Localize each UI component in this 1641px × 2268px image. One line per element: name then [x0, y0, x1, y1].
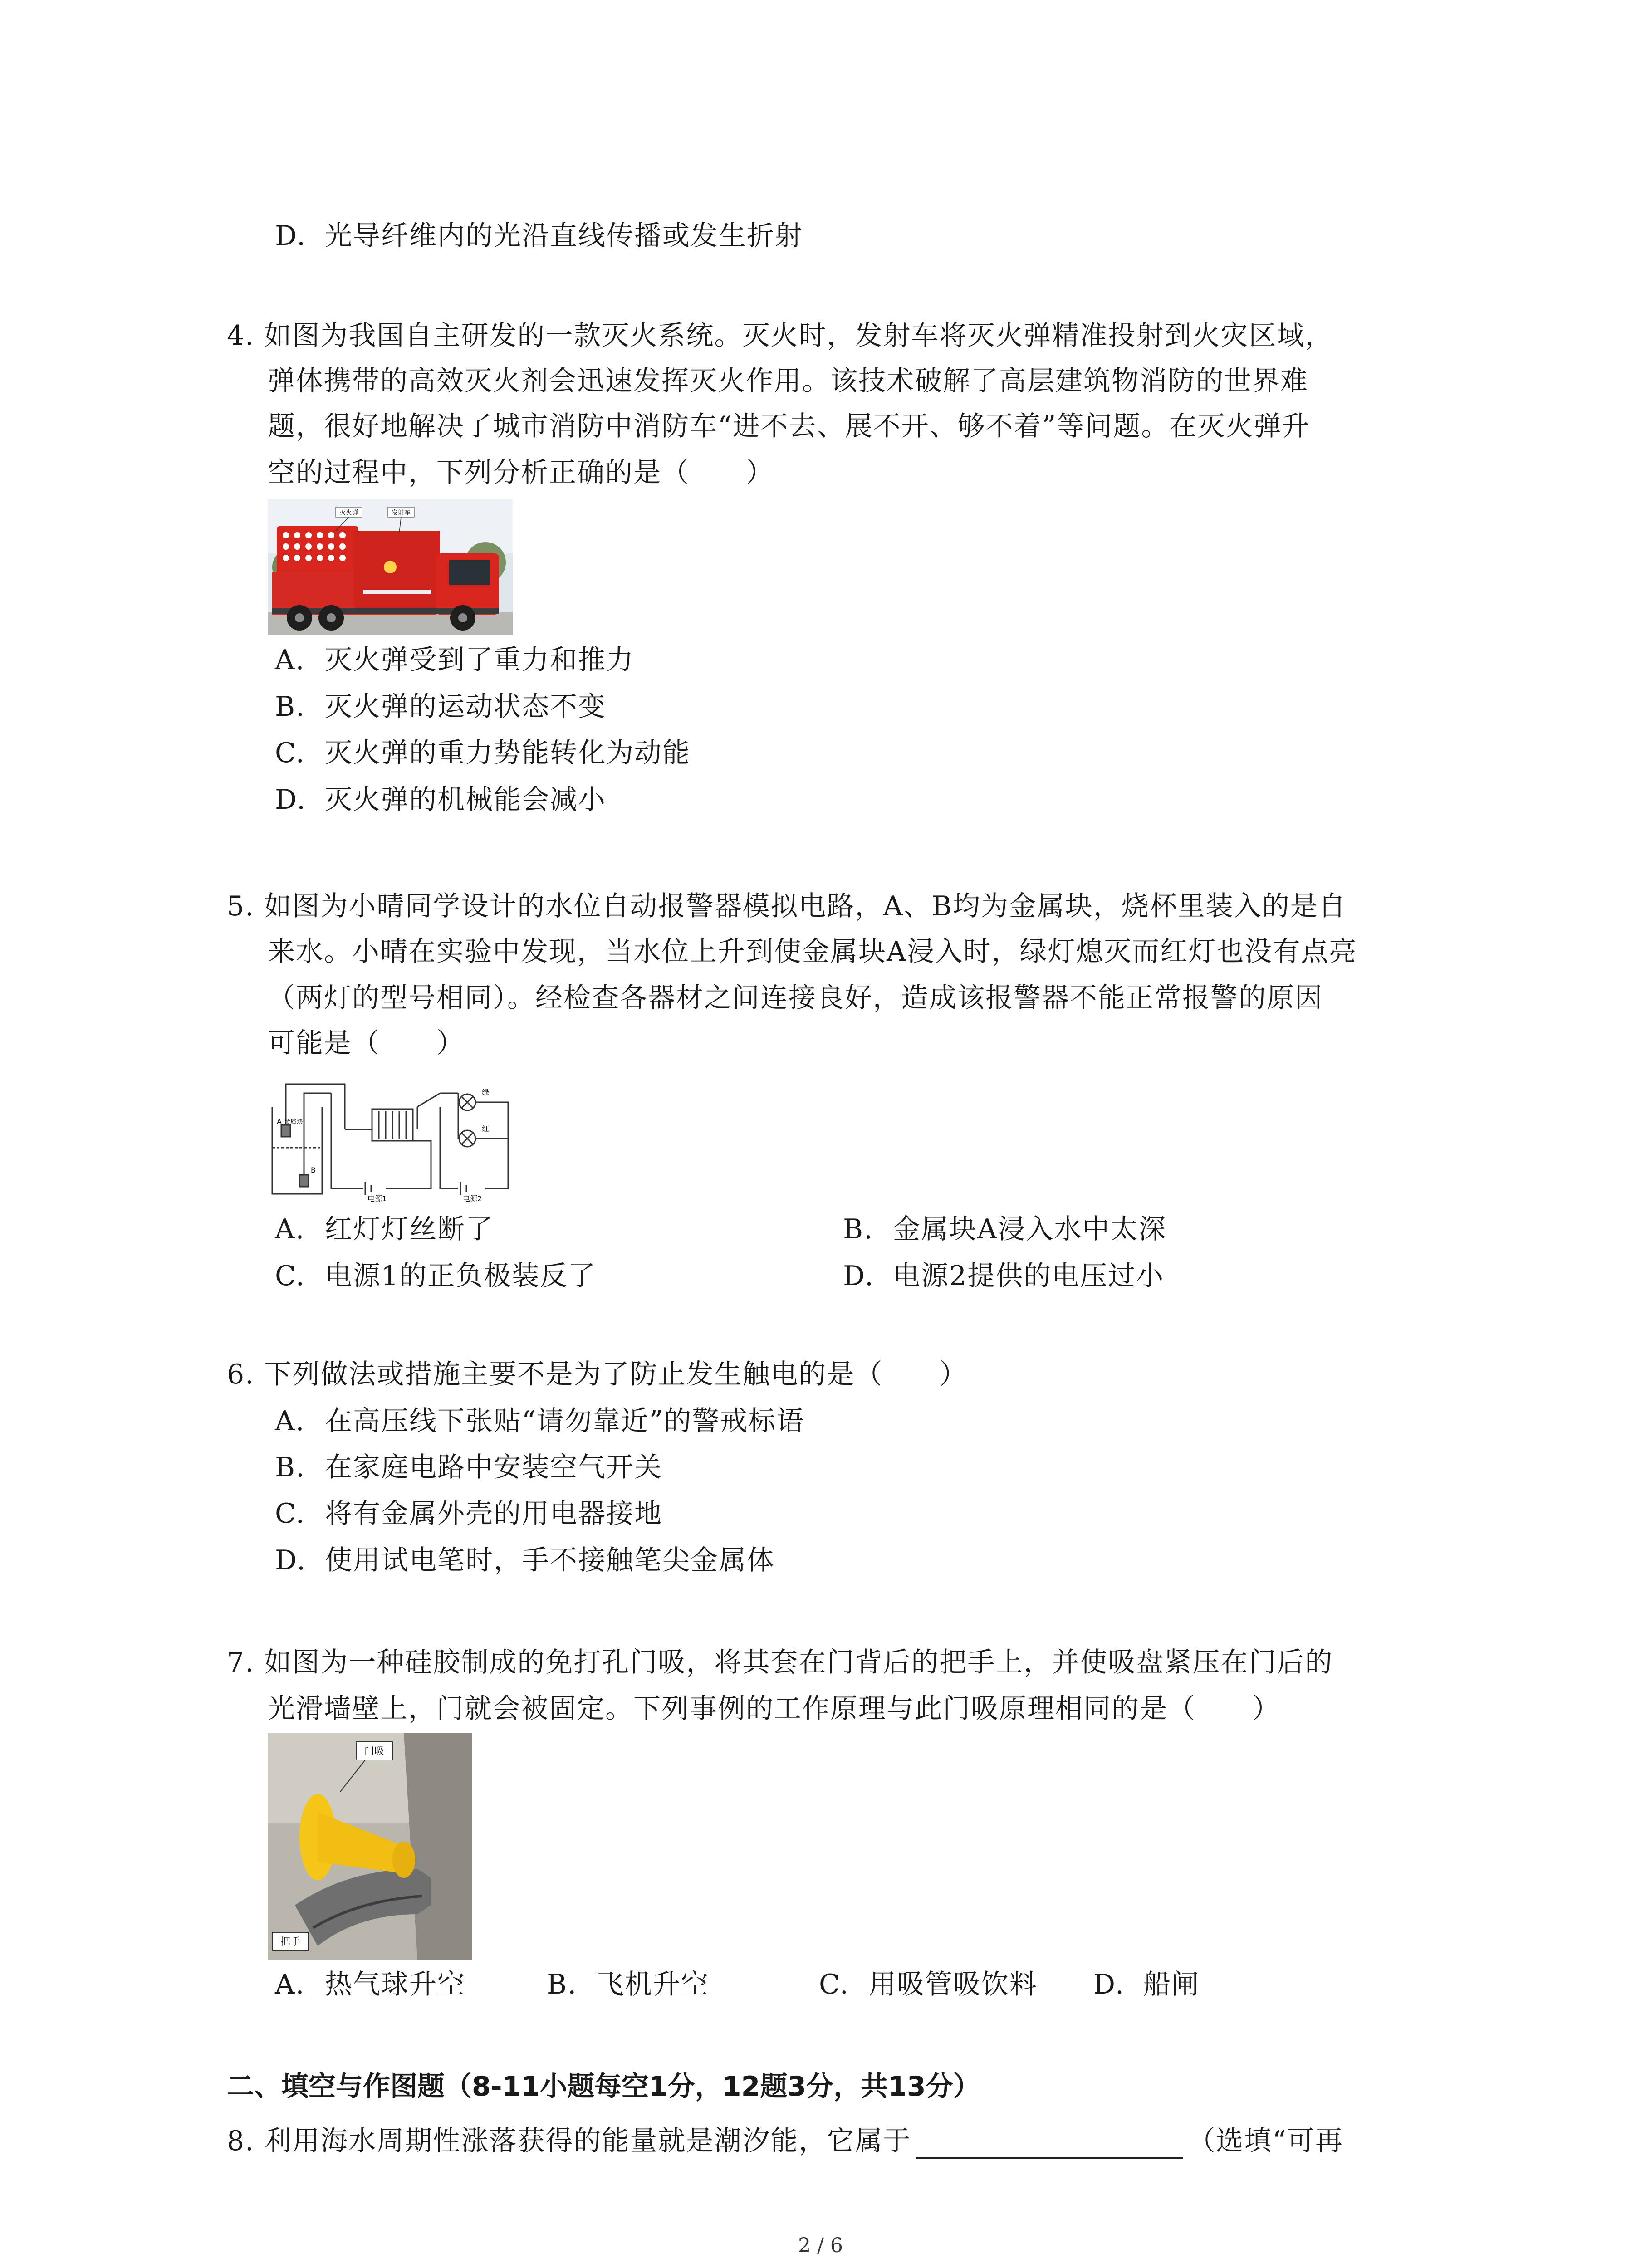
q8-text-after: （选填“可再: [1188, 2125, 1344, 2157]
q4-option-d: [275, 782, 606, 818]
label-power-2: 电源2: [463, 1194, 482, 1202]
option-text: 电源1的正负极装反了: [325, 1260, 597, 1292]
option-letter: A.: [275, 1969, 305, 2000]
option-text: 热气球升空: [325, 1969, 465, 2000]
option-letter: A.: [275, 1405, 305, 1437]
label-green: 绿: [482, 1088, 490, 1097]
q5-option-d: [843, 1258, 1164, 1294]
option-letter: D.: [275, 220, 307, 252]
q3-option-d: [275, 218, 803, 254]
option-text: 灭火弹的重力势能转化为动能: [325, 737, 691, 769]
q6-option-c: [275, 1496, 662, 1532]
label-launch-vehicle: 发射车: [392, 509, 411, 517]
q4-stem-line-3: 题，很好地解决了城市消防中消防车“进不去、展不开、够不着”等问题。在灭火弹升: [268, 411, 1310, 442]
option-text: 灭火弹的运动状态不变: [325, 691, 606, 723]
option-letter: D.: [1093, 1969, 1125, 2000]
q6-option-d: [275, 1542, 775, 1579]
option-letter: D.: [275, 1545, 307, 1576]
option-text: 金属块A浸入水中太深: [893, 1213, 1167, 1245]
option-text: 红灯灯丝断了: [325, 1213, 494, 1245]
option-letter: B.: [843, 1213, 874, 1245]
q5-stem-line-3: （两灯的型号相同）。经检查各器材之间连接良好，造成该报警器不能正常报警的原因: [268, 982, 1323, 1014]
fire-truck-illustration: [268, 499, 513, 635]
q5-stem-line-1: 5. 如图为小晴同学设计的水位自动报警器模拟电路，A、B均为金属块，烧杯里装入的是自: [227, 890, 1347, 922]
q7-stem-line-2: 光滑墙壁上，门就会被固定。下列事例的工作原理与此门吸原理相同的是（ ）: [268, 1693, 1280, 1725]
label-fire-bomb: 灭火弹: [339, 509, 358, 517]
option-letter: B.: [275, 691, 306, 723]
q4-option-b: [275, 689, 606, 725]
q8-text-before: 8. 利用海水周期性涨落获得的能量就是潮汐能，它属于: [227, 2125, 911, 2157]
option-text: 将有金属外壳的用电器接地: [325, 1498, 662, 1530]
option-text: 在家庭电路中安装空气开关: [325, 1452, 662, 1483]
option-text: 使用试电笔时，手不接触笔尖金属体: [325, 1545, 775, 1576]
q7-option-d: [1093, 1966, 1200, 2003]
q5-option-c: [275, 1258, 596, 1294]
q4-option-a: [275, 642, 634, 678]
label-red: 红: [482, 1124, 490, 1133]
q6-stem: 6. 下列做法或措施主要不是为了防止发生触电的是（ ）: [227, 1359, 968, 1390]
option-text: 灭火弹受到了重力和推力: [325, 644, 634, 676]
q8-answer-blank[interactable]: [916, 2129, 1183, 2159]
option-text: 光导纤维内的光沿直线传播或发生折射: [325, 220, 803, 252]
option-letter: D.: [843, 1260, 875, 1292]
option-text: 电源2提供的电压过小: [893, 1260, 1165, 1292]
q5-stem-line-4: 可能是（ ）: [268, 1027, 465, 1059]
door-stopper-photo: [268, 1733, 472, 1960]
q4-stem-line-2: 弹体携带的高效灭火剂会迅速发挥灭火作用。该技术破解了高层建筑物消防的世界难: [268, 365, 1308, 397]
q7-option-a: [275, 1966, 465, 2003]
option-letter: C.: [275, 1260, 305, 1292]
q7-option-b: [547, 1966, 709, 2003]
option-letter: A.: [275, 644, 305, 676]
q4-stem-line-4: 空的过程中，下列分析正确的是（ ）: [268, 457, 774, 489]
label-metal-block: 金属块: [284, 1119, 303, 1126]
door-stopper-figure: [268, 1733, 472, 1960]
alarm-circuit-diagram: [268, 1075, 522, 1202]
label-door-stopper: 门吸: [364, 1746, 385, 1757]
section-2-title: 二、填空与作图题（8-11小题每空1分，12题3分，共13分）: [227, 2071, 980, 2102]
label-handle: 把手: [280, 1936, 301, 1948]
label-power-1: 电源1: [367, 1194, 387, 1202]
q7-stem-line-1: 7. 如图为一种硅胶制成的免打孔门吸，将其套在门背后的把手上，并使吸盘紧压在门后的: [227, 1647, 1333, 1678]
option-letter: A.: [275, 1213, 305, 1245]
fire-truck-figure: [268, 499, 513, 635]
option-text: 在高压线下张贴“请勿靠近”的警戒标语: [325, 1405, 805, 1437]
q8-stem: [227, 2123, 1343, 2159]
q6-option-b: [275, 1449, 662, 1486]
label-block-b: B: [311, 1166, 316, 1174]
page-number: 2 / 6: [798, 2234, 843, 2257]
option-text: 灭火弹的机械能会减小: [325, 784, 606, 816]
option-letter: B.: [275, 1452, 306, 1483]
alarm-circuit-figure: [268, 1075, 522, 1202]
option-letter: D.: [275, 784, 307, 816]
q5-option-a: [275, 1211, 494, 1247]
option-letter: B.: [547, 1969, 578, 2000]
q5-stem-line-2: 来水。小晴在实验中发现，当水位上升到使金属块A浸入时，绿灯熄灭而红灯也没有点亮: [268, 936, 1357, 968]
option-text: 船闸: [1143, 1969, 1200, 2000]
q4-option-c: [275, 735, 691, 771]
option-text: 飞机升空: [597, 1969, 709, 2000]
q5-option-b: [843, 1211, 1166, 1247]
option-letter: C.: [275, 1498, 305, 1530]
option-letter: C.: [819, 1969, 849, 2000]
q6-option-a: [275, 1403, 804, 1439]
option-letter: C.: [275, 737, 305, 769]
q7-option-c: [819, 1966, 1038, 2003]
option-text: 用吸管吸饮料: [869, 1969, 1038, 2000]
label-block-a: A: [277, 1117, 282, 1126]
q4-stem-line-1: 4. 如图为我国自主研发的一款灭火系统。灭火时，发射车将灭火弹精准投射到火灾区域，: [227, 320, 1333, 352]
